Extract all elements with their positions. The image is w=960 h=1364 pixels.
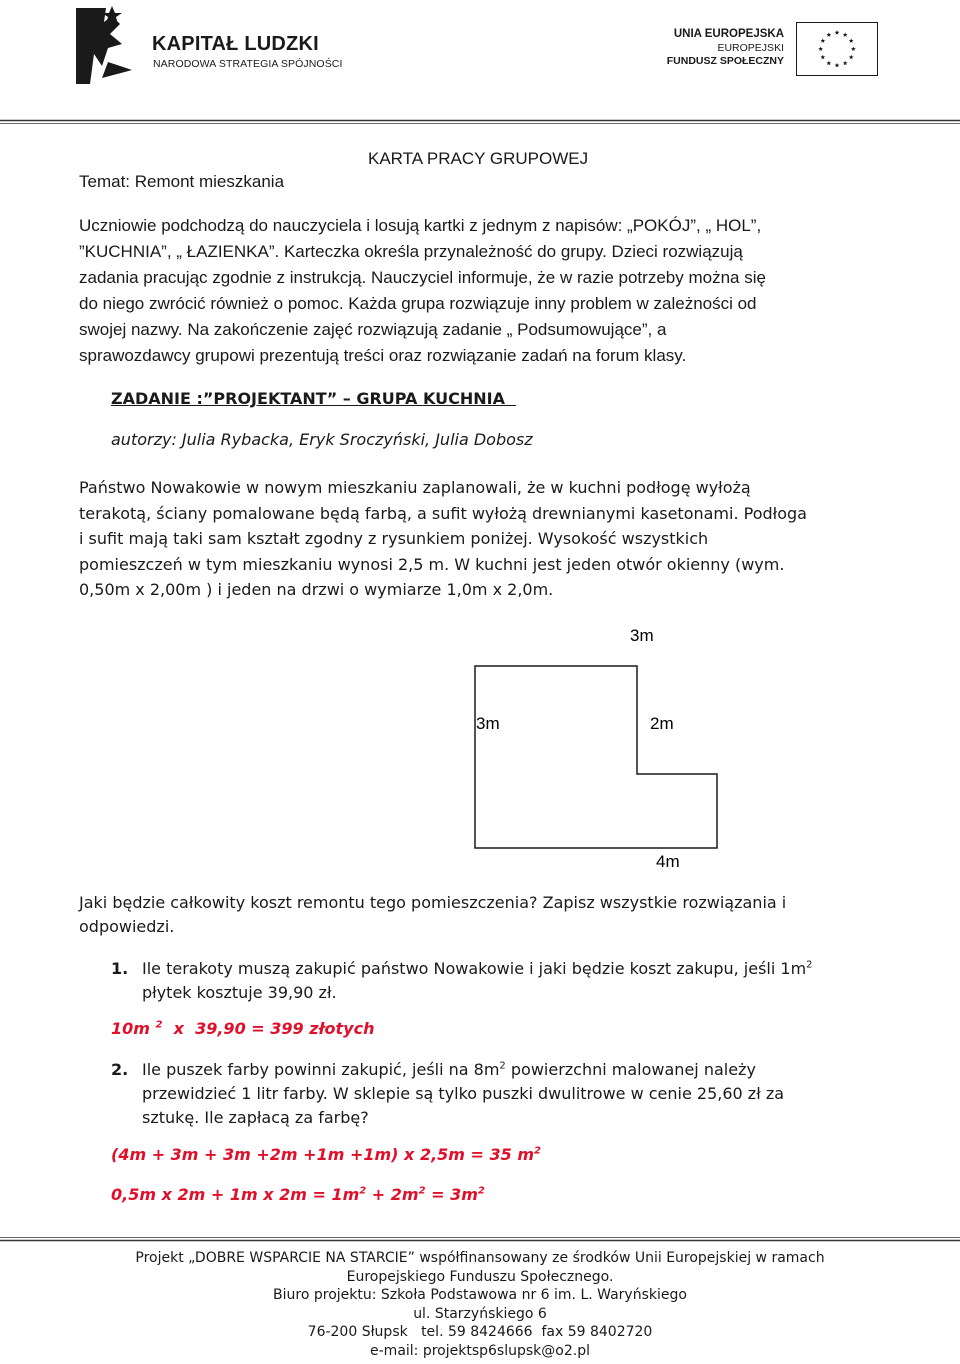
task-line: Państwo Nowakowie w nowym mieszkaniu zaplanowali, że w kuchni podłogę wyłożą (79, 478, 751, 497)
eu-star-icon (835, 63, 840, 68)
footer-line: Biuro projektu: Szkoła Podstawowa nr 6 im. L. Waryńskiego (273, 1287, 687, 1303)
q1-line2: płytek kosztuje 39,90 zł. (142, 983, 337, 1002)
answer-3 (111, 1185, 485, 1204)
intro-line: sprawozdawcy grupowi prezentują treści oraz rozwiązanie zadań na forum klasy. (79, 346, 687, 365)
lesson-theme: Temat: Remont mieszkania (79, 172, 285, 191)
footer-line: Projekt „DOBRE WSPARCIE NA STARCIE” współfinansowany ze środków Unii Europejskiej w ramach (135, 1250, 825, 1266)
answer-1-part: 10m (111, 1019, 156, 1038)
footer-line: e-mail: projektsp6slupsk@o2.pl (370, 1342, 590, 1359)
eu-star-icon (826, 32, 831, 37)
footer-divider (0, 1236, 960, 1242)
answer-1-part: x 39,90 = 399 złotych (162, 1019, 375, 1038)
label-top-3m: 3m (630, 626, 654, 645)
task-line: pomieszczeń w tym mieszkaniu wynosi 2,5 m. W kuchni jest jeden otwór okienny (wym. (79, 554, 785, 574)
label-left-3m: 3m (476, 714, 500, 733)
eu-star-icon (843, 61, 848, 66)
task-authors: autorzy: Julia Rybacka, Eryk Sroczyński, Julia Dobosz (111, 430, 533, 449)
task-line: terakotą, ściany pomalowane będą farbą, a sufit wyłożą drewnianymi kasetonami. Podłoga (79, 503, 807, 523)
answer-3-sup: 2 (359, 1185, 367, 1197)
footer-line: Europejskiego Funduszu Społecznego. (346, 1268, 614, 1285)
intro-line: Uczniowie podchodzą do nauczyciela i losują kartki z jednym z napisów: „POKÓJ”, „ HOL”, (79, 216, 762, 235)
eu-flag-icon (796, 22, 878, 76)
intro-line: do niego zwrócić również o pomoc. Każda grupa rozwiązuje inny problem w zależności od (79, 294, 757, 313)
question-line: Jaki będzie całkowity koszt remontu tego pomieszczenia? Zapisz wszystkie rozwiązania i (79, 893, 787, 912)
answer-3-part: + 2m (366, 1185, 419, 1204)
answer-3-part: = 3m (425, 1185, 478, 1204)
eu-star-icon (826, 61, 831, 66)
floor-shape (475, 666, 717, 848)
answer-2-part: (4m + 3m + 3m +2m +1m +1m) x 2,5m = 35 m (111, 1145, 535, 1164)
footer-line: 76-200 Słupsk tel. 59 8424666 fax 59 8402720 (307, 1324, 653, 1340)
q2-text (142, 1058, 784, 1130)
card-title: KARTA PRACY GRUPOWEJ (368, 149, 589, 168)
eu-star-icon (843, 32, 848, 37)
eu-star-icon (851, 46, 856, 51)
intro-line: zadania pracując zgodnie z instrukcją. Nauczyciel informuje, że w razie potrzeby można się (79, 268, 766, 287)
main-question (79, 891, 786, 939)
footer-line: ul. Starzyńskiego 6 (413, 1305, 547, 1322)
intro-line: ”KUCHNIA”, „ ŁAZIENKA”. Karteczka określa przynależność do grupy. Dzieci rozwiązują (79, 242, 743, 261)
q2-number: 2. (111, 1060, 129, 1079)
q2-line1a: Ile puszek farby powinni zakupić, jeśli na 8m (142, 1060, 500, 1079)
eu-star-icon (820, 38, 825, 43)
label-inner-2m: 2m (650, 714, 674, 733)
answer-2-sup: 2 (534, 1145, 541, 1157)
kapital-ludzki-logo-mark (72, 4, 136, 88)
task-line: 0,50m x 2,00m ) i jeden na drzwi o wymiarze 1,0m x 2,0m. (79, 580, 554, 599)
label-bottom-4m: 4m (656, 852, 680, 871)
answer-1 (111, 1019, 374, 1038)
kitchen-floor-plan (470, 618, 720, 878)
q1-number: 1. (111, 959, 129, 978)
task-description (79, 475, 899, 603)
kapital-ludzki-title: KAPITAŁ LUDZKI (152, 33, 319, 55)
task-line: i sufit mają taki sam kształt zgodny z rysunkiem poniżej. Wysokość wszystkich (79, 529, 709, 548)
eu-fund: FUNDUSZ SPOŁECZNY (666, 55, 784, 67)
q1-text (142, 957, 813, 1005)
answer-1-sup: 2 (155, 1019, 163, 1031)
q1-line1: Ile terakoty muszą zakupić państwo Nowakowie i jaki będzie koszt zakupu, jeśli 1m (142, 959, 807, 978)
question-line: odpowiedzi. (79, 917, 175, 936)
eu-star-icon (820, 55, 825, 60)
kapital-ludzki-subtitle: NARODOWA STRATEGIA SPÓJNOŚCI (153, 58, 343, 70)
answer-3-sup: 2 (418, 1185, 426, 1197)
header-divider (0, 119, 960, 125)
task-title: ZADANIE :”PROJEKTANT” – GRUPA KUCHNIA (111, 389, 517, 408)
intro-paragraph (79, 213, 879, 369)
q1-sup: 2 (806, 959, 813, 971)
footer (80, 1249, 880, 1360)
answer-3-part: 0,5m x 2m + 1m x 2m = 1m (111, 1185, 360, 1204)
q2-sup: 2 (499, 1060, 506, 1072)
answer-2 (111, 1145, 541, 1164)
q2-line3: sztukę. Ile zapłacą za farbę? (142, 1108, 369, 1127)
eu-star-icon (849, 38, 854, 43)
eu-subtitle: EUROPEJSKI (717, 42, 784, 54)
eu-star-icon (835, 30, 840, 35)
q2-line2: przewidzieć 1 litr farby. W sklepie są tylko puszki dwulitrowe w cenie 25,60 zł za (142, 1084, 785, 1103)
intro-line: swojej nazwy. Na zakończenie zajęć rozwiązują zadanie „ Podsumowujące”, a (79, 320, 667, 339)
answer-3-sup: 2 (477, 1185, 485, 1197)
q2-line1b: powierzchni malowanej należy (505, 1060, 756, 1079)
eu-title: UNIA EUROPEJSKA (673, 28, 784, 40)
eu-star-icon (818, 46, 823, 51)
eu-star-icon (849, 55, 854, 60)
